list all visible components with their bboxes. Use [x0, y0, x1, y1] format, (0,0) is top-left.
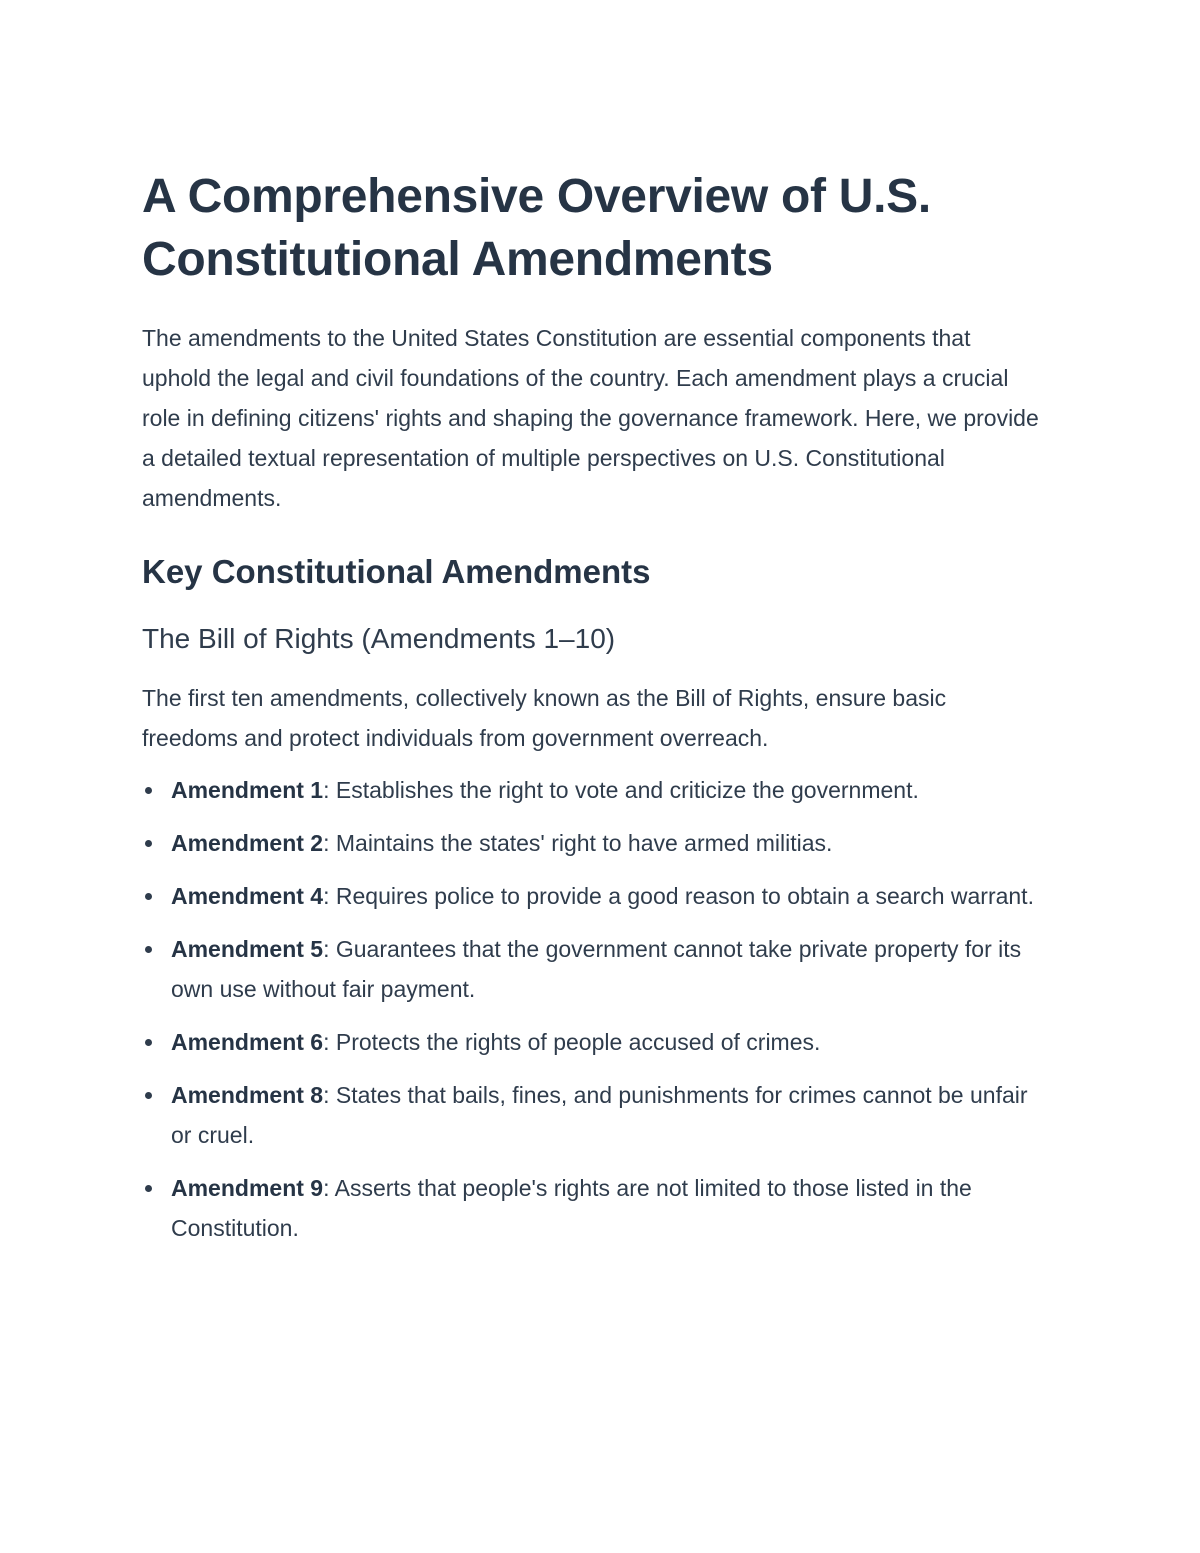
amendment-label: Amendment 8 — [171, 1082, 324, 1108]
document-title: A Comprehensive Overview of U.S. Constitutional Amendments — [142, 170, 931, 286]
bullet-icon — [145, 840, 152, 847]
list-item — [142, 770, 1042, 810]
bullet-icon — [145, 1185, 152, 1192]
list-item — [142, 929, 1042, 1009]
list-item — [142, 876, 1042, 916]
bullet-icon — [145, 1039, 152, 1046]
amendment-text: : Guarantees that the government cannot take private property for its own use without fair payment. — [171, 936, 1022, 1002]
list-item — [142, 1168, 1042, 1248]
amendment-label: Amendment 2 — [171, 830, 324, 856]
amendment-label: Amendment 6 — [171, 1029, 324, 1055]
subsection-heading: The Bill of Rights (Amendments 1–10) — [142, 623, 616, 654]
amendment-label: Amendment 4 — [171, 883, 324, 909]
bullet-icon — [145, 787, 152, 794]
section-heading: Key Constitutional Amendments — [142, 553, 651, 590]
amendment-label: Amendment 1 — [171, 777, 324, 803]
bullet-icon — [145, 1092, 152, 1099]
bullet-icon — [145, 893, 152, 900]
amendment-text: : Establishes the right to vote and criticize the government. — [323, 777, 919, 803]
amendment-list — [142, 770, 1042, 1248]
amendment-text: : Requires police to provide a good reason to obtain a search warrant. — [323, 883, 1034, 909]
list-item — [142, 1075, 1042, 1155]
intro-paragraph: The amendments to the United States Constitution are essential components that uphold the legal and civil foundations of the country. Each amendment plays a crucial role in defining citizens' rights and shaping the governance framework. Here, we provide a detailed textual representation of multiple perspectives on U.S. Constitutional amendments. — [142, 325, 1039, 511]
list-item — [142, 1022, 1042, 1062]
bullet-icon — [145, 946, 152, 953]
amendment-text: : Protects the rights of people accused of crimes. — [323, 1029, 821, 1055]
document-page — [142, 165, 1042, 1261]
amendment-text: : Asserts that people's rights are not limited to those listed in the Constitution. — [171, 1175, 972, 1241]
amendment-text: : Maintains the states' right to have armed militias. — [323, 830, 833, 856]
list-item — [142, 823, 1042, 863]
amendment-label: Amendment 9 — [171, 1175, 324, 1201]
subsection-intro: The first ten amendments, collectively known as the Bill of Rights, ensure basic freedoms and protect individuals from government overreach. — [142, 685, 947, 751]
amendment-text: : States that bails, fines, and punishments for crimes cannot be unfair or cruel. — [171, 1082, 1028, 1148]
amendment-label: Amendment 5 — [171, 936, 324, 962]
